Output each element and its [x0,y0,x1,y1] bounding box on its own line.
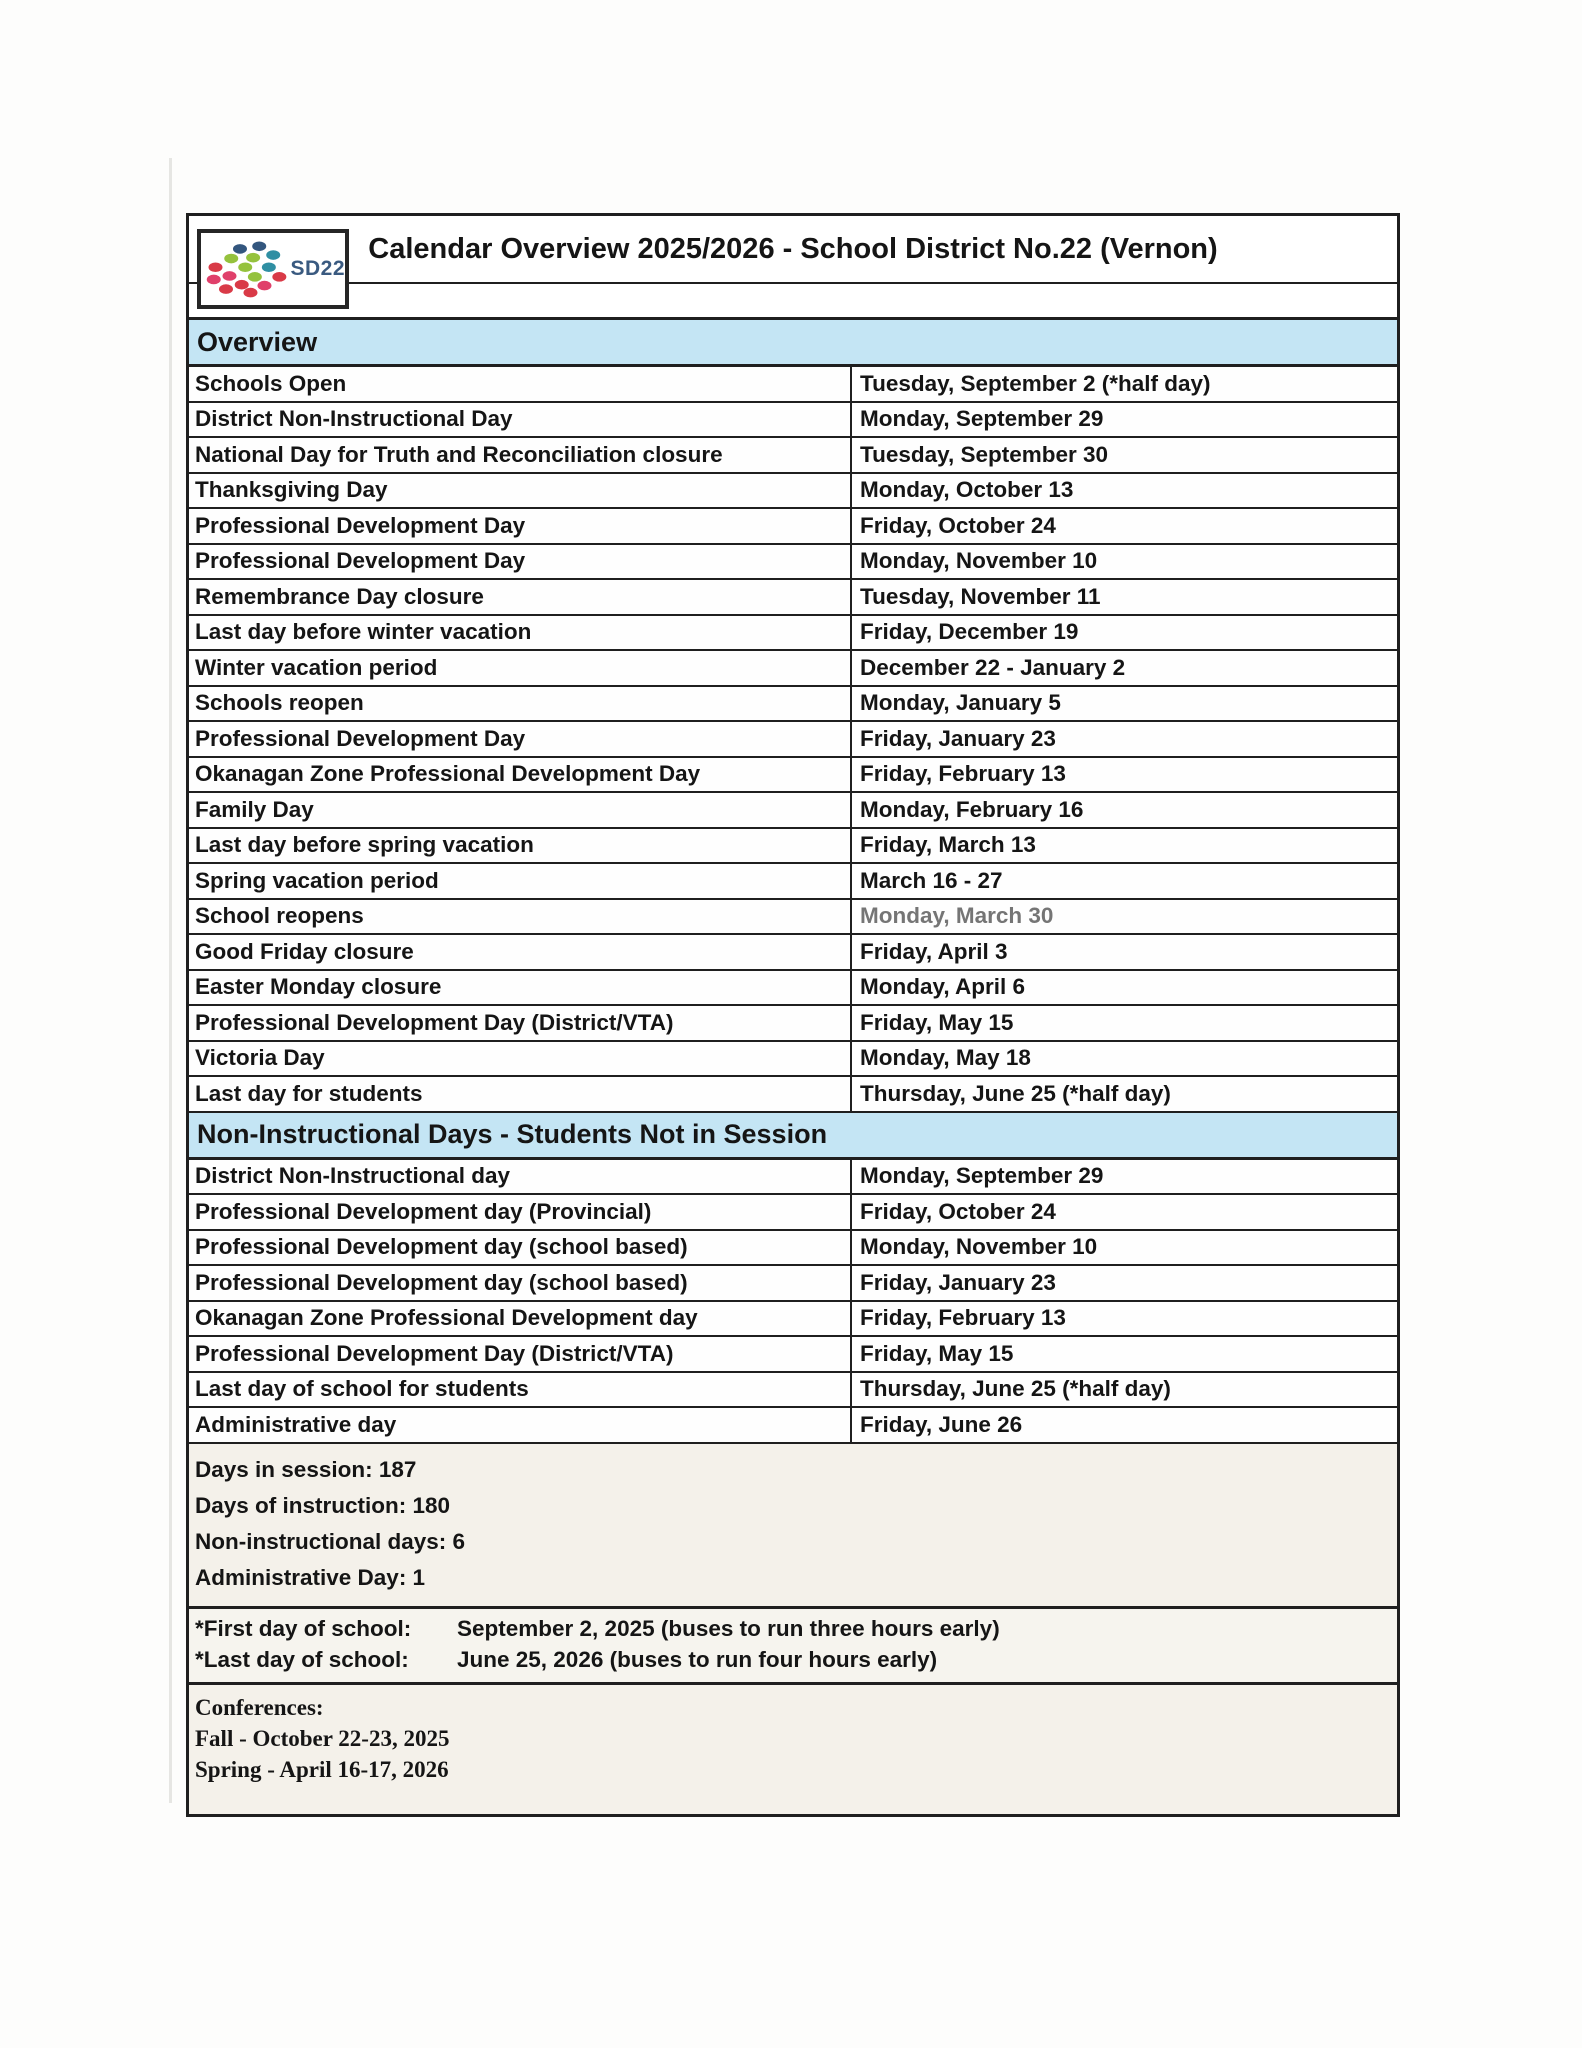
note-line [195,1614,1391,1645]
table-row [189,1042,1397,1078]
event-label-cell: Professional Development day (school based) [189,1231,852,1265]
table-row [189,1160,1397,1196]
table-row [189,687,1397,723]
event-date-cell: Friday, May 15 [860,1009,1014,1035]
table-row [189,651,1397,687]
conferences-block [189,1685,1397,1814]
table-row [189,864,1397,900]
table-row [189,793,1397,829]
event-label-cell: Schools Open [189,367,852,401]
table-row [189,1195,1397,1231]
event-label-cell: Okanagan Zone Professional Development day [189,1302,852,1336]
header-spacer-row [189,284,1397,320]
event-label-cell: Administrative day [189,1408,852,1442]
event-label-cell: Professional Development day (Provincial) [189,1195,852,1229]
event-date-cell: Friday, May 15 [860,1340,1014,1366]
event-label-cell: Professional Development day (school based) [189,1266,852,1300]
conference-line: Spring - April 16-17, 2026 [195,1757,449,1782]
event-date-cell: Thursday, June 25 (*half day) [860,1376,1171,1402]
scan-artifact-line [169,158,172,1803]
event-label-cell: Easter Monday closure [189,971,852,1005]
table-row [189,616,1397,652]
table-row [189,971,1397,1007]
summary-line: Days in session: 187 [195,1456,417,1482]
event-date-cell: Monday, February 16 [860,796,1084,822]
table-row [189,1302,1397,1338]
table-row [189,545,1397,581]
table-row [189,935,1397,971]
calendar-document [186,213,1400,1817]
event-label-cell: Last day before winter vacation [189,616,852,650]
table-row [189,367,1397,403]
table-row [189,1337,1397,1373]
sd22-logo-dots-icon [205,236,292,302]
event-label-cell: Professional Development Day [189,545,852,579]
table-row [189,509,1397,545]
event-label-cell: Professional Development Day (District/VTA) [189,1337,852,1371]
table-row [189,438,1397,474]
event-date-cell: Monday, March 30 [860,903,1054,929]
note-value: September 2, 2025 (buses to run three hours early) [457,1616,1000,1641]
event-date-cell: December 22 - January 2 [860,654,1126,680]
table-row [189,900,1397,936]
school-day-notes-block [189,1609,1397,1685]
conferences-list [195,1724,1391,1786]
event-date-cell: Tuesday, September 30 [860,441,1109,467]
note-value: June 25, 2026 (buses to run four hours early) [457,1647,938,1672]
table-row [189,403,1397,439]
event-label-cell: Last day of school for students [189,1373,852,1407]
event-label-cell: District Non-Instructional day [189,1160,852,1194]
table-row [189,1266,1397,1302]
sd22-logo-text: SD22 [290,257,345,280]
table-row [189,1006,1397,1042]
event-label-cell: Professional Development Day (District/VTA) [189,1006,852,1040]
event-date-cell: Friday, January 23 [860,1269,1056,1295]
summary-line: Administrative Day: 1 [195,1564,426,1590]
summary-line: Non-instructional days: 6 [195,1528,466,1554]
table-row [189,758,1397,794]
event-label-cell: Okanagan Zone Professional Development Day [189,758,852,792]
event-date-cell: Friday, February 13 [860,761,1066,787]
event-date-cell: Monday, September 29 [860,1163,1104,1189]
non-instructional-section-header [189,1113,1397,1160]
sd22-logo [197,229,349,309]
event-label-cell: Professional Development Day [189,722,852,756]
summary-line: Days of instruction: 180 [195,1492,451,1518]
event-date-cell: Friday, December 19 [860,619,1079,645]
non-instructional-table [189,1160,1397,1444]
overview-section-header [189,320,1397,367]
event-label-cell: Remembrance Day closure [189,580,852,614]
event-date-cell: Monday, May 18 [860,1045,1031,1071]
event-label-cell: Last day before spring vacation [189,829,852,863]
event-label-cell: Victoria Day [189,1042,852,1076]
event-date-cell: Friday, October 24 [860,512,1056,538]
event-label-cell: Winter vacation period [189,651,852,685]
event-date-cell: Friday, March 13 [860,832,1036,858]
conference-line: Fall - October 22-23, 2025 [195,1726,450,1751]
event-date-cell: Monday, September 29 [860,406,1104,432]
event-date-cell: Tuesday, November 11 [860,583,1101,609]
event-date-cell: Monday, November 10 [860,1234,1098,1260]
event-date-cell: Monday, January 5 [860,690,1061,716]
table-row [189,829,1397,865]
table-row [189,474,1397,510]
event-label-cell: District Non-Instructional Day [189,403,852,437]
event-label-cell: Schools reopen [189,687,852,721]
event-date-cell: Friday, April 3 [860,938,1008,964]
event-date-cell: Monday, October 13 [860,477,1074,503]
event-date-cell: Friday, February 13 [860,1305,1066,1331]
event-label-cell: Family Day [189,793,852,827]
table-row [189,1373,1397,1409]
table-row [189,1231,1397,1267]
note-label: *Last day of school: [195,1647,409,1672]
event-date-cell: Monday, April 6 [860,974,1026,1000]
document-title: Calendar Overview 2025/2026 - School District No.22 (Vernon) [368,232,1218,265]
event-date-cell: Friday, January 23 [860,725,1056,751]
table-row [189,1408,1397,1444]
event-date-cell: Monday, November 10 [860,548,1098,574]
event-label-cell: National Day for Truth and Reconciliation closure [189,438,852,472]
table-row [189,580,1397,616]
event-label-cell: School reopens [189,900,852,934]
conferences-heading: Conferences: [195,1695,324,1720]
event-date-cell: Thursday, June 25 (*half day) [860,1080,1171,1106]
note-line [195,1645,1391,1676]
non-instructional-section-title: Non-Instructional Days - Students Not in Session [197,1119,828,1149]
event-label-cell: Professional Development Day [189,509,852,543]
event-label-cell: Good Friday closure [189,935,852,969]
note-label: *First day of school: [195,1616,412,1641]
event-date-cell: March 16 - 27 [860,867,1003,893]
summary-block [189,1444,1397,1609]
event-label-cell: Spring vacation period [189,864,852,898]
overview-section-title: Overview [197,326,318,357]
table-row [189,722,1397,758]
event-label-cell: Last day for students [189,1077,852,1111]
event-date-cell: Friday, October 24 [860,1198,1056,1224]
event-date-cell: Friday, June 26 [860,1411,1023,1437]
event-date-cell: Tuesday, September 2 (*half day) [860,370,1211,396]
table-row [189,1077,1397,1113]
overview-table [189,367,1397,1113]
event-label-cell: Thanksgiving Day [189,474,852,508]
document-header [189,216,1397,284]
